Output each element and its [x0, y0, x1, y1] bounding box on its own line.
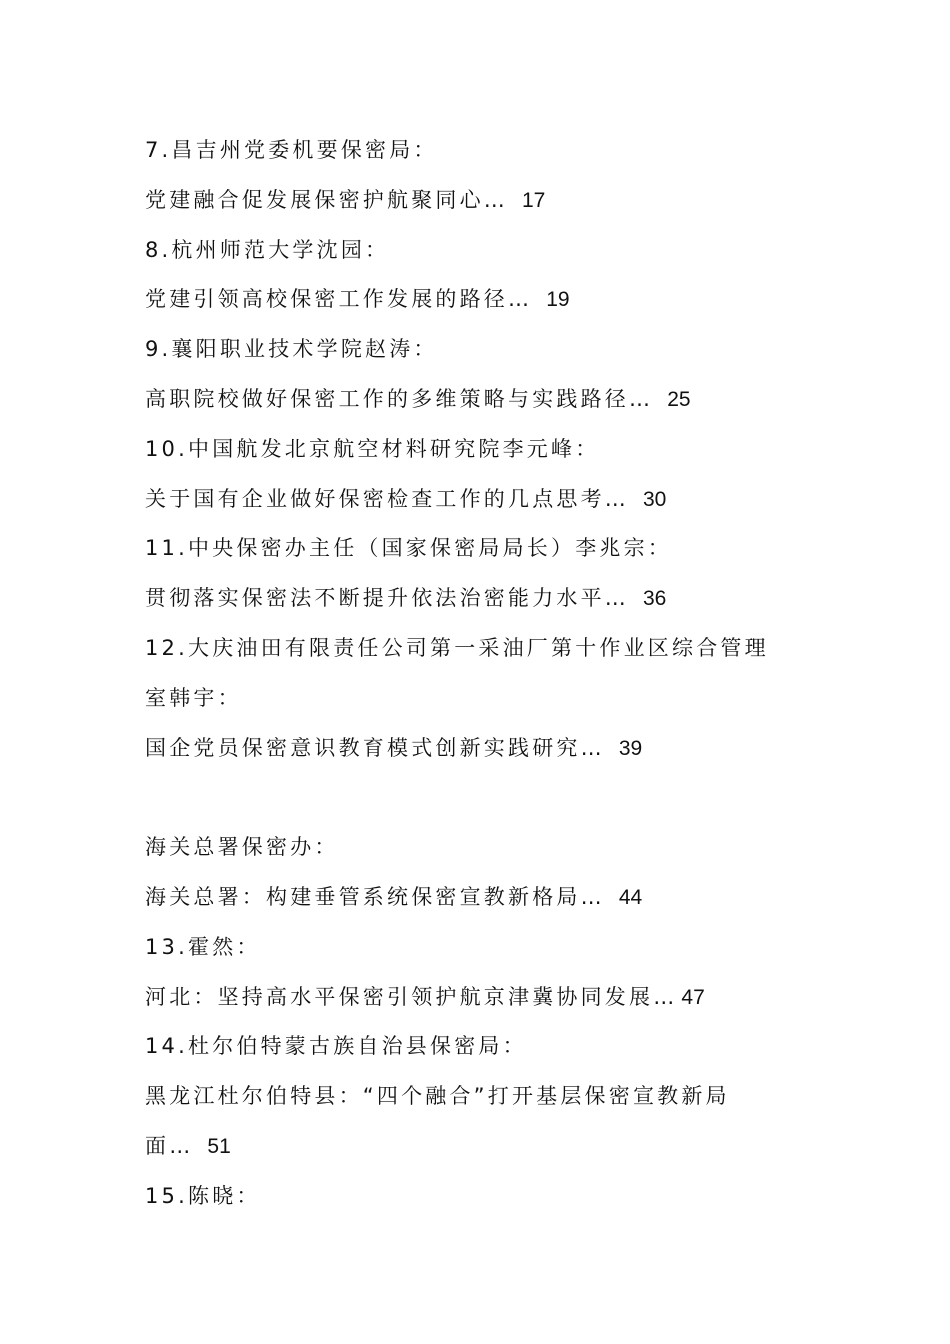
toc-entry-title — [145, 574, 825, 624]
toc-entry-title — [145, 724, 825, 774]
toc-entry-title — [145, 475, 825, 525]
toc-entry-heading — [145, 126, 825, 176]
toc-entry-title — [145, 873, 825, 923]
toc-entry-heading — [145, 226, 825, 276]
toc-line-text: 11.中央保密办主任（国家保密局局长）李兆宗： — [145, 536, 672, 561]
toc-line-text: 13.霍然： — [145, 934, 261, 959]
blank-line — [145, 773, 825, 823]
toc-line-text: 高职院校做好保密工作的多维策略与实践路径… — [145, 386, 654, 411]
toc-line-text: 河北：坚持高水平保密引领护航京津冀协同发展… — [145, 984, 678, 1009]
toc-line-text: 12.大庆油田有限责任公司第一采油厂第十作业区综合管理 — [145, 635, 769, 660]
toc-page-number: 44 — [618, 885, 643, 909]
toc-line-text: 贯彻落实保密法不断提升依法治密能力水平… — [145, 586, 629, 611]
toc-line-text: 8.杭州师范大学沈园： — [145, 237, 390, 262]
toc-entry-title — [145, 176, 825, 226]
toc-line-text: 7.昌吉州党委机要保密局： — [145, 138, 438, 162]
toc-entry-title — [145, 375, 825, 425]
toc-line-text: 黑龙江杜尔伯特县：“四个融合”打开基层保密宣教新局 — [145, 1084, 730, 1109]
toc-line-text: 海关总署保密办： — [145, 835, 339, 860]
toc-line-text: 海关总署：构建垂管系统保密宣教新格局… — [145, 884, 605, 909]
toc-page-number: 19 — [546, 288, 570, 312]
toc-entry-title-continued — [145, 1122, 825, 1172]
toc-line-text: 面… — [145, 1133, 194, 1158]
toc-page-number: 47 — [681, 985, 705, 1009]
toc-line-text: 室韩宇： — [145, 685, 242, 710]
toc-entry-heading — [145, 325, 825, 375]
toc-entry-title — [145, 973, 825, 1023]
toc-page-number: 25 — [667, 387, 691, 411]
toc-entry-heading-continued — [145, 674, 825, 724]
table-of-contents — [145, 126, 825, 1222]
toc-entry-heading — [145, 425, 825, 475]
toc-page-number: 17 — [522, 188, 546, 212]
toc-entry-heading — [145, 524, 825, 574]
toc-line-text: 14.杜尔伯特蒙古族自治县保密局： — [145, 1034, 527, 1059]
toc-line-text: 党建融合促发展保密护航聚同心… — [145, 187, 508, 212]
toc-line-text: 15.陈晓： — [145, 1183, 261, 1208]
toc-entry-heading — [145, 1172, 825, 1222]
toc-page-number: 51 — [207, 1134, 231, 1158]
toc-entry-heading — [145, 1022, 825, 1072]
toc-entry-heading — [145, 823, 825, 873]
toc-entry-heading — [145, 624, 825, 674]
toc-line-text: 国企党员保密意识教育模式创新实践研究… — [145, 735, 605, 760]
toc-page-number: 30 — [643, 487, 667, 511]
toc-entry-title — [145, 275, 825, 325]
toc-page-number: 36 — [643, 587, 667, 611]
toc-page-number: 39 — [618, 736, 643, 760]
toc-line-text: 9.襄阳职业技术学院赵涛： — [145, 337, 438, 362]
toc-line-text: 10.中国航发北京航空材料研究院李元峰： — [145, 436, 600, 461]
toc-line-text: 关于国有企业做好保密检查工作的几点思考… — [145, 486, 629, 511]
toc-entry-title — [145, 1072, 825, 1122]
toc-entry-heading — [145, 923, 825, 973]
toc-line-text: 党建引领高校保密工作发展的路径… — [145, 287, 533, 312]
